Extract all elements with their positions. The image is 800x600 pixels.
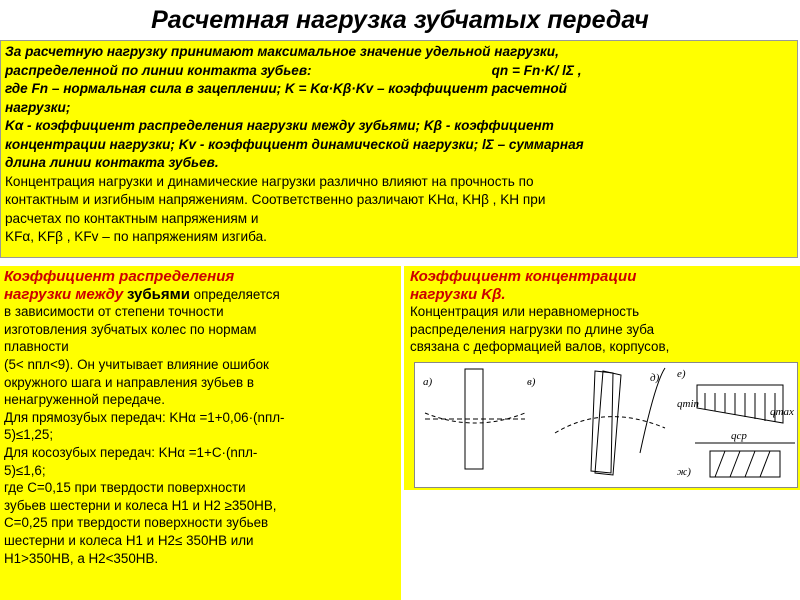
right-heading-1: Коэффициент концентрации [410, 268, 637, 285]
left-line-15: H1>350HB, а H2<350HB. [4, 550, 159, 566]
right-line-1: Концентрация или неравномерность [410, 304, 640, 320]
def-line-6: концентрации нагрузки; Kv - коэффициент динамической нагрузки; lΣ – суммарная [5, 136, 584, 152]
left-line-7: Для прямозубых передач: KHα =1+0,06·(nпл- [4, 409, 285, 425]
def-line-1: За расчетную нагрузку принимают максимальное значение удельной нагрузки, [5, 44, 559, 59]
left-line-10: 5)≤1,6; [4, 462, 46, 478]
page-title: Расчетная нагрузка зубчатых передач [151, 6, 649, 34]
deflection-a [425, 413, 525, 423]
right-line-3: связана с деформацией валов, корпусов, [410, 339, 670, 355]
left-line-12: зубьев шестерни и колеса H1 и H2 ≥350HB, [4, 497, 277, 513]
left-text-lines [4, 303, 397, 567]
def-line-4: нагрузки; [5, 99, 71, 115]
shaft-deformation-figure [414, 362, 798, 488]
deformation-diagram [415, 363, 797, 487]
figure-label-2: в) [527, 376, 536, 388]
def-line-9: контактным и изгибным напряжениям. Соответственно различают KHα, KHβ , KH при [5, 192, 546, 207]
figure-label-4: е) [677, 368, 686, 380]
left-heading-1: Коэффициент распределения [4, 268, 235, 285]
def-line-5: Kα - коэффициент распределения нагрузки между зубьями; Kβ - коэффициент [5, 118, 554, 133]
figure-label-3: д) [650, 372, 660, 384]
deflection-v [555, 417, 665, 433]
figure-label-8: qср [731, 430, 747, 442]
left-line-9: Для косозубых передач: KHα =1+C·(nпл- [4, 444, 258, 460]
left-line-11: где C=0,15 при твердости поверхности [4, 480, 246, 496]
right-text-lines [410, 303, 794, 356]
gear-v2 [595, 371, 621, 475]
left-line-3: плавности [4, 339, 69, 355]
figure-label-7: qmax [770, 406, 794, 418]
left-line-4: (5< nпл<9). Он учитывает влияние ошибок [4, 356, 269, 372]
left-line-5: окружного шага и направления зубьев в [4, 374, 254, 390]
def-line-2: распределенной по линии контакта зубьев: qn = Fn·K/ lΣ , [5, 62, 582, 78]
right-heading-2: нагрузки Kβ. [410, 285, 506, 303]
def-line-11: KFα, KFβ , KFv – по напряжениям изгиба. [5, 229, 267, 244]
def-line-8: Концентрация нагрузки и динамические нагрузки различно влияют на прочность по [5, 173, 534, 189]
figure-label-6: qmin [677, 398, 699, 410]
left-line-8: 5)≤1,25; [4, 427, 54, 443]
left-line-13: C=0,25 при твердости поверхности зубьев [4, 515, 269, 531]
load-distribution-panel [0, 266, 401, 600]
figure-label-1: а) [423, 376, 433, 388]
left-line-6: ненагруженной передаче. [4, 392, 165, 408]
def-line-7: длина линии контакта зубьев. [5, 155, 219, 170]
def-line-10: расчетах по контактным напряжениям и [5, 210, 259, 226]
left-line-2: изготовления зубчатых колес по нормам [4, 321, 257, 337]
figure-label-5: ж) [677, 466, 691, 478]
def-line-3: где Fn – нормальная сила в зацеплении; K = Kα·Kβ·Kv – коэффициент расчетной [5, 81, 567, 96]
load-formula: qn = Fn·K/ lΣ , [491, 62, 582, 78]
left-line-14: шестерни и колеса H1 и H2≤ 350HB или [4, 532, 254, 548]
left-heading-2: нагрузки между зубьями определяется [4, 285, 280, 303]
definition-box [0, 40, 798, 258]
right-line-2: распределения нагрузки по длине зуба [410, 321, 655, 337]
left-line-1: в зависимости от степени точности [4, 304, 224, 320]
